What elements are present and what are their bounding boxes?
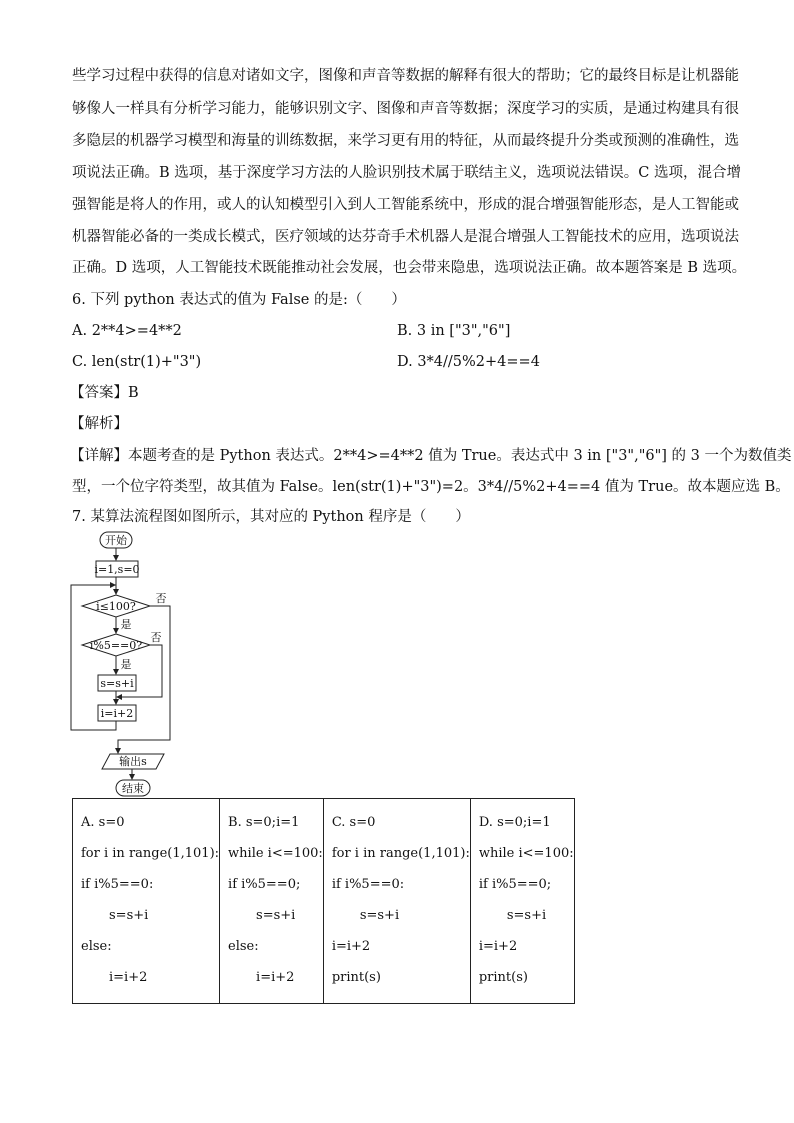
q6-option-d: D. 3*4//5%2+4==4 <box>397 354 540 370</box>
q7-option-b-cell <box>220 799 324 1004</box>
q7-option-a-cell <box>73 799 220 1004</box>
paragraph-line: 正确。D 选项，人工智能技术既能推动社会发展，也会带来隐患，选项说法正确。故本题答案是 B 选项。 <box>72 260 747 276</box>
flow-init-label: i=1,s=0 <box>94 563 140 576</box>
flow-output-label: 输出s <box>119 755 147 768</box>
code-line: s=s+i <box>359 908 400 923</box>
paragraph-line: 强智能是将人的作用，或人的认知模型引入到人工智能系统中，形成的混合增强智能形态，是人工智能或 <box>72 197 739 213</box>
code-line: i=i+2 <box>478 939 518 954</box>
code-line: s=s+i <box>256 908 296 923</box>
q6-detail-line: 型，一个位字符类型，故其值为 False。len(str(1)+"3")=2。3*4//5%2+4==4 值为 True。故本题应选 B。 <box>72 479 790 495</box>
flow-cond1-no-label: 否 <box>155 592 167 605</box>
q7-option-c-cell <box>323 799 470 1004</box>
code-line: while i<=100: <box>478 846 574 861</box>
q7-option-d-cell <box>470 799 574 1004</box>
code-line: if i%5==0: <box>331 877 405 892</box>
paragraph-line: 够像人一样具有分析学习能力，能够识别文字、图像和声音等数据；深度学习的实质，是通过构建具有很 <box>72 101 739 117</box>
code-line: for i in range(1,101): <box>81 846 220 861</box>
code-line: C. s=0 <box>331 815 376 830</box>
code-line: i=i+2 <box>331 939 371 954</box>
question-6-stem: 6. 下列 python 表达式的值为 False 的是:（ ） <box>72 292 406 308</box>
paragraph-line: 些学习过程中获得的信息对诸如文字，图像和声音等数据的解释有很大的帮助；它的最终目标是让机器能 <box>72 68 739 84</box>
q7-options-table <box>72 798 575 1004</box>
code-line: if i%5==0; <box>478 877 552 892</box>
code-line: if i%5==0: <box>81 877 154 892</box>
q6-option-b: B. 3 in ["3","6"] <box>397 323 511 339</box>
code-line: for i in range(1,101): <box>331 846 470 861</box>
q6-analysis-tag: 【解析】 <box>70 416 128 432</box>
flow-cond2-no-label: 否 <box>150 631 162 644</box>
code-line: print(s) <box>478 970 528 985</box>
code-line: s=s+i <box>109 908 149 923</box>
code-line: else: <box>228 939 259 954</box>
q6-option-a: A. 2**4>=4**2 <box>72 323 182 339</box>
q6-answer: 【答案】B <box>70 385 139 401</box>
code-line: print(s) <box>331 970 381 985</box>
flow-inc-label: i=i+2 <box>100 707 134 720</box>
flow-end-label: 结束 <box>122 782 144 795</box>
code-line: if i%5==0; <box>228 877 301 892</box>
code-line: i=i+2 <box>109 970 148 985</box>
flowchart <box>66 530 186 798</box>
flow-start-label: 开始 <box>105 534 127 547</box>
question-7-stem: 7. 某算法流程图如图所示，其对应的 Python 程序是（ ） <box>72 509 470 525</box>
flow-cond2-yes-label: 是 <box>120 658 132 671</box>
q6-option-c: C. len(str(1)+"3") <box>72 354 202 370</box>
code-line: D. s=0;i=1 <box>478 815 551 830</box>
code-line: B. s=0;i=1 <box>228 815 300 830</box>
flow-cond1-yes-label: 是 <box>120 618 132 631</box>
code-line: while i<=100: <box>228 846 323 861</box>
paragraph-line: 项说法正确。B 选项，基于深度学习方法的人脸识别技术属于联结主义，选项说法错误。C 选项，混合增 <box>72 165 741 181</box>
paragraph-line: 机器智能必备的一类成长模式，医疗领域的达芬奇手术机器人是混合增强人工智能技术的应用，选项说法 <box>72 229 739 245</box>
code-line: i=i+2 <box>256 970 295 985</box>
flow-cond2-label: i%5==0? <box>89 639 143 652</box>
code-line: else: <box>81 939 112 954</box>
code-line: A. s=0 <box>81 815 125 830</box>
code-line: s=s+i <box>506 908 547 923</box>
paragraph-line: 多隐层的机器学习模型和海量的训练数据，来学习更有用的特征，从而最终提升分类或预测的准确性，选 <box>72 133 739 149</box>
flow-add-label: s=s+i <box>100 677 134 690</box>
flow-cond1-label: i≤100? <box>96 600 136 613</box>
q6-detail-line: 【详解】本题考查的是 Python 表达式。2**4>=4**2 值为 True。表达式中 3 in ["3","6"] 的 3 一个为数值类 <box>70 448 792 464</box>
